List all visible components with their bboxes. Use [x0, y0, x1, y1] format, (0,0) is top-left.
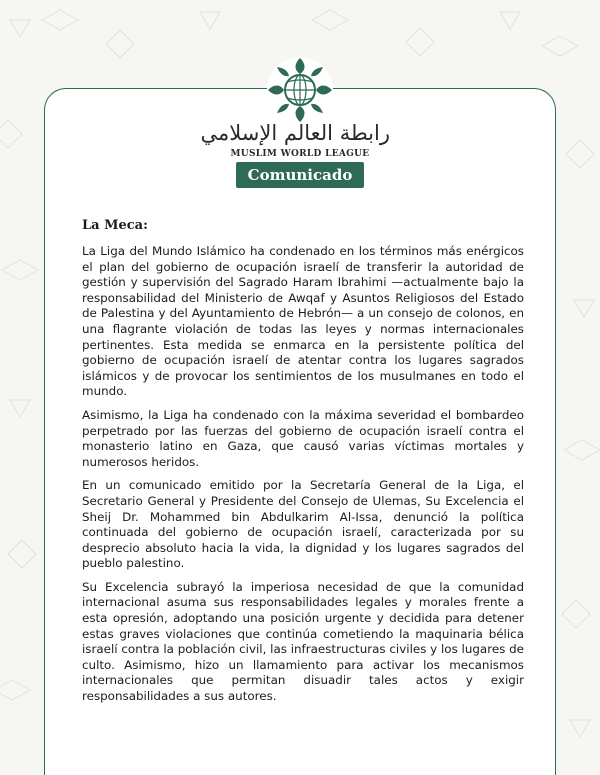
paragraph: En un comunicado emitido por la Secretaría General de la Liga, el Secretario General y Presidente del Consejo de Ulemas, Su Excelencia el Sheij Dr. Mohammed bin Abdulkarim Al-Issa, denunció la política continuada del gobierno de ocupación israelí, caracterizada por su desprecio absoluto hacia la vida, la dignidad y los lugares sagrados del pueblo palestino.	[82, 478, 524, 571]
paragraph: Su Excelencia subrayó la imperiosa necesidad de que la comunidad internacional asuma sus responsabilidades legales y morales frente a esta opresión, adoptando una posición urgente y decidida para detener estas graves violaciones que continúa cometiendo la maquinaria bélica israelí contra la población civil, las infraestructuras civiles y los lugares de culto. Asimismo, hizo un llamamiento para activar los mecanismos internacionales que permitan disuadir tales actos y exigir responsabilidades a sus autores.	[82, 579, 524, 704]
organization-english-name: MUSLIM WORLD LEAGUE	[230, 149, 370, 159]
dateline-location: La Meca:	[82, 218, 148, 233]
document-body	[82, 244, 524, 713]
organization-arabic-name: رابطة العالم الإسلامي	[200, 121, 390, 145]
communique-badge: Comunicado	[236, 162, 364, 188]
globe-emblem-icon	[266, 56, 334, 124]
paragraph: La Liga del Mundo Islámico ha condenado en los términos más enérgicos el plan del gobierno de ocupación israelí de transferir la autoridad de gestión y supervisión del Sagrado Haram Ibrahimi —actualmente bajo la responsabilidad del Ministerio de Awqaf y Asuntos Religiosos del Estado de Palestina y del Ayuntamiento de Hebrón— a un consejo de colonos, en una flagrante violación de todas las leyes y normas internacionales pertinentes. Esta medida se enmarca en la persistente política del gobierno de ocupación israelí de atentar contra los lugares sagrados islámicos y de provocar los sentimientos de los musulmanes en todo el mundo.	[82, 244, 524, 399]
paragraph: Asimismo, la Liga ha condenado con la máxima severidad el bombardeo perpetrado por las fuerzas del gobierno de ocupación israelí contra el monasterio latino en Gaza, que causó varias víctimas mortales y numerosos heridos.	[82, 407, 524, 469]
